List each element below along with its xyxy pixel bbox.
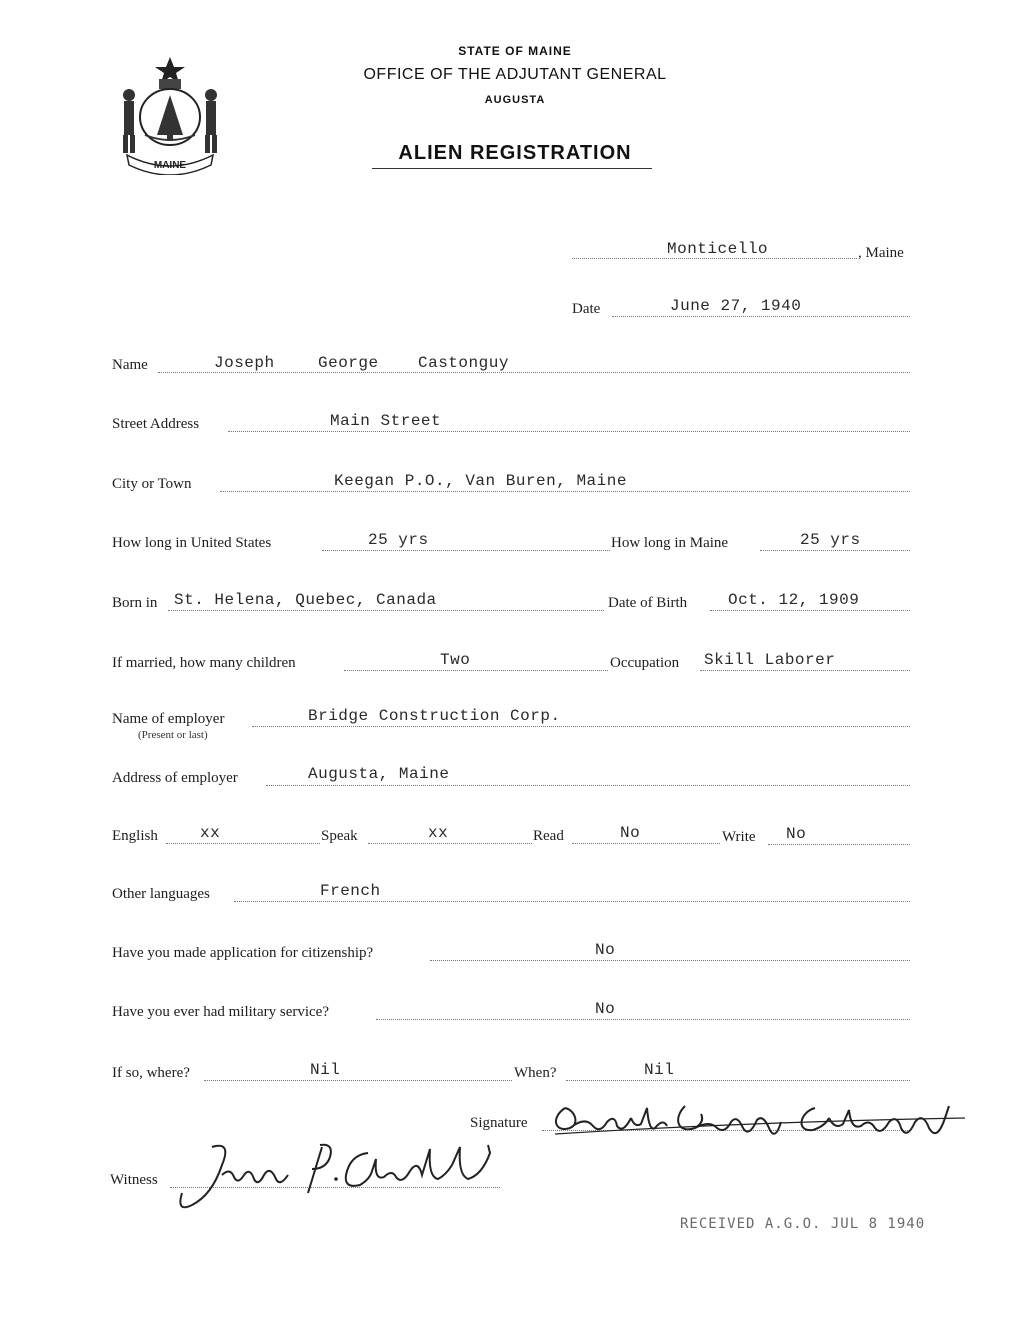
city-town-line bbox=[220, 491, 910, 492]
occupation-label: Occupation bbox=[610, 655, 680, 671]
write-line bbox=[768, 844, 910, 845]
header-office: OFFICE OF THE ADJUTANT GENERAL bbox=[363, 66, 667, 83]
header-city: AUGUSTA bbox=[484, 94, 546, 106]
how-long-maine-label: How long in Maine bbox=[611, 535, 729, 551]
other-languages-line bbox=[234, 901, 910, 902]
date-label: Date bbox=[572, 301, 601, 317]
employer-address-label: Address of employer bbox=[112, 770, 238, 786]
english-label: English bbox=[112, 828, 158, 844]
employer-name-label: Name of employer bbox=[112, 711, 225, 727]
name-label: Name bbox=[112, 357, 148, 373]
employer-address-line bbox=[266, 785, 910, 786]
city-town-value: Keegan P.O., Van Buren, Maine bbox=[334, 472, 627, 490]
name-last: Castonguy bbox=[418, 354, 509, 372]
born-in-value: St. Helena, Quebec, Canada bbox=[174, 591, 437, 609]
where-label: If so, where? bbox=[112, 1065, 190, 1081]
when-line bbox=[566, 1080, 910, 1081]
speak-label: Speak bbox=[321, 828, 358, 844]
state-seal-icon bbox=[115, 55, 225, 175]
citizenship-line bbox=[430, 960, 910, 961]
other-languages-label: Other languages bbox=[112, 886, 210, 902]
citizenship-value: No bbox=[595, 941, 616, 959]
born-in-label: Born in bbox=[112, 595, 158, 611]
how-long-us-label: How long in United States bbox=[112, 535, 272, 551]
how-long-maine-value: 25 yrs bbox=[800, 531, 861, 549]
signature-label: Signature bbox=[470, 1115, 528, 1131]
english-line bbox=[166, 843, 320, 844]
form-title: ALIEN REGISTRATION bbox=[398, 142, 632, 164]
date-of-birth-line bbox=[710, 610, 910, 611]
speak-line bbox=[368, 843, 532, 844]
occupation-line bbox=[700, 670, 910, 671]
street-address-value: Main Street bbox=[330, 412, 442, 430]
military-label: Have you ever had military service? bbox=[112, 1004, 329, 1020]
witness-label: Witness bbox=[110, 1172, 158, 1188]
date-line bbox=[612, 316, 910, 317]
how-long-us-value: 25 yrs bbox=[368, 531, 429, 549]
date-value: June 27, 1940 bbox=[670, 297, 802, 315]
street-address-line bbox=[228, 431, 910, 432]
military-line bbox=[376, 1019, 910, 1020]
read-value: No bbox=[620, 824, 641, 842]
speak-value: xx bbox=[428, 824, 449, 842]
how-long-us-line bbox=[322, 550, 610, 551]
received-stamp: RECEIVED A.G.O. JUL 8 1940 bbox=[680, 1216, 926, 1232]
children-value: Two bbox=[440, 651, 471, 669]
date-of-birth-value: Oct. 12, 1909 bbox=[728, 591, 860, 609]
name-line bbox=[158, 372, 910, 373]
occupation-value: Skill Laborer bbox=[704, 651, 836, 669]
when-value: Nil bbox=[644, 1061, 675, 1079]
born-in-line bbox=[168, 610, 604, 611]
name-middle: George bbox=[318, 354, 379, 372]
name-first: Joseph bbox=[214, 354, 275, 372]
where-line bbox=[204, 1080, 512, 1081]
place-line bbox=[572, 258, 857, 259]
citizenship-label: Have you made application for citizenship? bbox=[112, 945, 374, 961]
witness-signature bbox=[172, 1135, 512, 1225]
read-label: Read bbox=[533, 828, 564, 844]
place-suffix: , Maine bbox=[858, 245, 904, 261]
children-label: If married, how many children bbox=[112, 655, 296, 671]
other-languages-value: French bbox=[320, 882, 381, 900]
read-line bbox=[572, 843, 720, 844]
applicant-signature bbox=[545, 1088, 995, 1148]
city-town-label: City or Town bbox=[112, 476, 192, 492]
write-value: No bbox=[786, 825, 807, 843]
when-label: When? bbox=[514, 1065, 557, 1081]
employer-name-value: Bridge Construction Corp. bbox=[308, 707, 561, 725]
header-state: STATE OF MAINE bbox=[458, 44, 572, 58]
military-value: No bbox=[595, 1000, 616, 1018]
street-address-label: Street Address bbox=[112, 416, 200, 432]
how-long-maine-line bbox=[760, 550, 910, 551]
date-of-birth-label: Date of Birth bbox=[608, 595, 688, 611]
employer-name-sublabel: (Present or last) bbox=[138, 729, 208, 741]
employer-address-value: Augusta, Maine bbox=[308, 765, 450, 783]
children-line bbox=[344, 670, 608, 671]
title-underline bbox=[372, 168, 652, 169]
place-value: Monticello bbox=[667, 240, 769, 258]
write-label: Write bbox=[722, 829, 756, 845]
seal-text: MAINE bbox=[153, 160, 187, 171]
where-value: Nil bbox=[310, 1061, 341, 1079]
english-value: xx bbox=[200, 824, 221, 842]
employer-name-line bbox=[252, 726, 910, 727]
